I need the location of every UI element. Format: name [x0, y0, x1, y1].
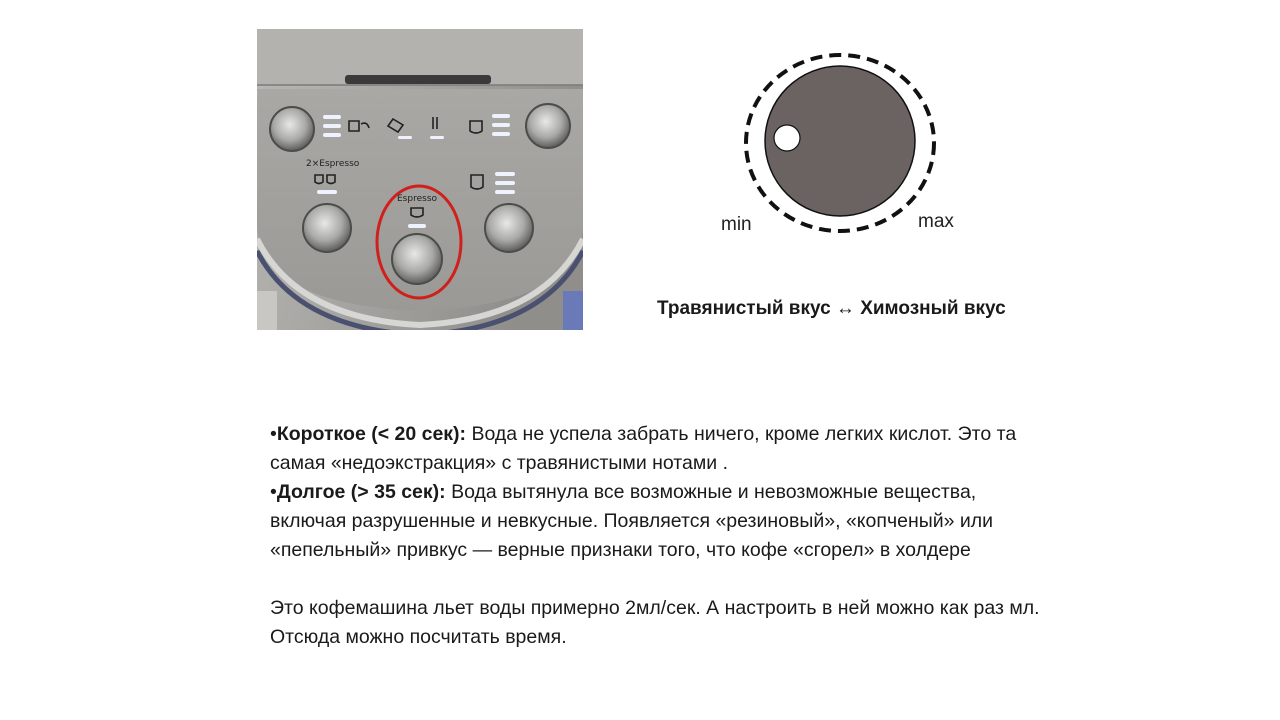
taste-left-label: Травянистый вкус: [657, 298, 831, 319]
point-term: Короткое (< 20 сек):: [276, 423, 467, 445]
taste-scale-caption: [657, 298, 1077, 320]
bullet: •: [270, 481, 277, 503]
double-arrow-icon: ↔: [835, 298, 855, 319]
point-text: Вода вытянула все возможные и невозможные вещества, включая разрушенные и невкусные. Появляется «резиновый», «копченый» или «пепельный» привкус — верные признаки того, что кофе «сгорел» в холдере: [270, 481, 994, 561]
photo-label-2x-espresso: 2×Espresso: [306, 159, 360, 169]
dial-indicator-dot: [774, 125, 800, 151]
taste-right-label: Химозный вкус: [860, 298, 1006, 319]
bullet: •: [270, 423, 277, 445]
coffee-machine-panel-photo: [257, 29, 583, 330]
point-text: Вода не успела забрать ничего, кроме легких кислот. Это та самая «недоэкстракция» с травянистыми нотами .: [270, 423, 1017, 474]
dial-min-label: min: [721, 214, 752, 235]
photo-label-espresso: Espresso: [397, 194, 438, 204]
point-short-extraction: [270, 420, 1050, 478]
point-term: Долгое (> 35 сек):: [276, 481, 446, 503]
extraction-text-block: [270, 420, 1050, 652]
point-long-extraction: [270, 478, 1050, 565]
machine-note: Это кофемашина льет воды примерно 2мл/сек. А настроить в ней можно как раз мл. Отсюда можно посчитать время.: [270, 597, 1040, 648]
dial-max-label: max: [918, 211, 954, 232]
